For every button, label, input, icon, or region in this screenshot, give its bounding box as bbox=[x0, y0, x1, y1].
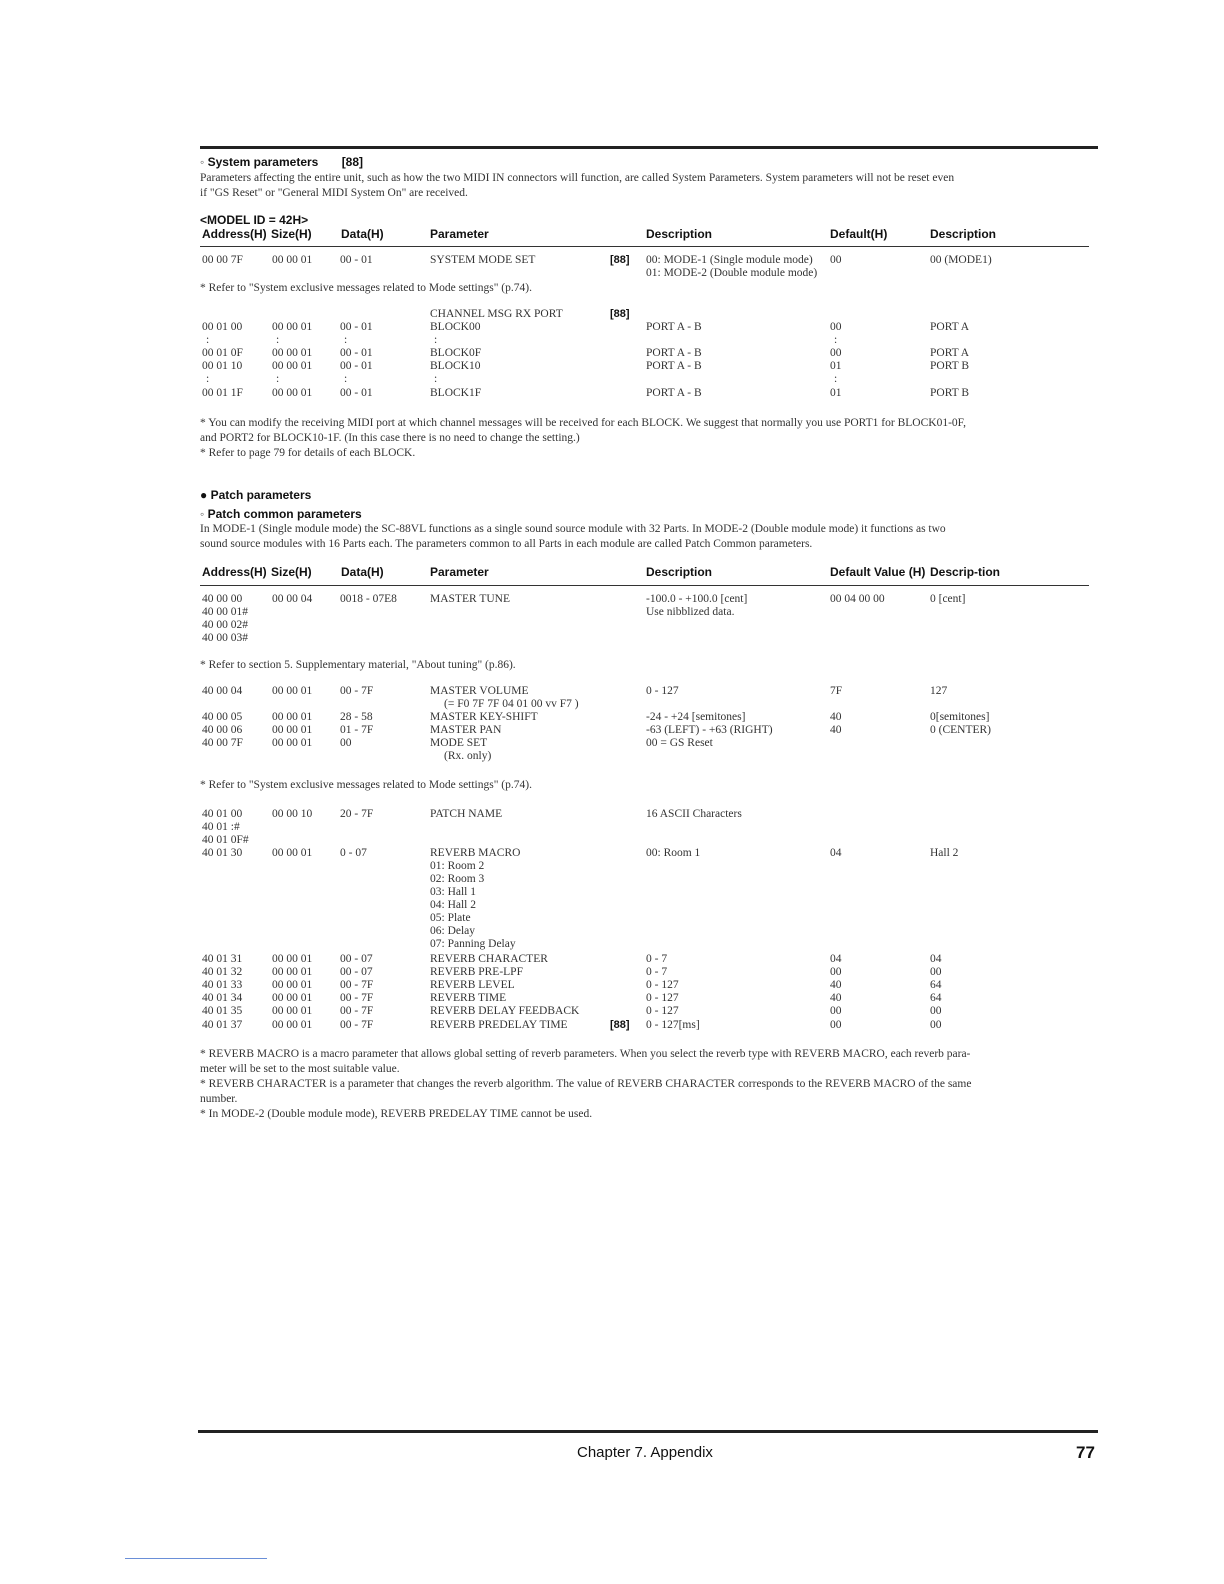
col-description-2: Descrip-tion bbox=[930, 565, 1001, 579]
top-rule bbox=[200, 146, 1098, 149]
col-data: Data(H) bbox=[341, 227, 384, 241]
col-parameter: Parameter bbox=[430, 227, 489, 241]
hollow-circle-icon: ◦ bbox=[200, 507, 205, 521]
model-id: <MODEL ID = 42H> bbox=[200, 213, 309, 227]
header-rule bbox=[200, 585, 1089, 586]
page-number: 77 bbox=[1076, 1443, 1095, 1462]
col-parameter: Parameter bbox=[430, 565, 489, 579]
model-tag: [88] bbox=[610, 308, 630, 320]
note: * Refer to section 5. Supplementary material, "About tuning" (p.86). bbox=[200, 659, 516, 671]
col-default: Default(H) bbox=[830, 227, 888, 241]
col-default-value: Default Value (H) bbox=[830, 565, 926, 579]
system-intro: Parameters affecting the entire unit, such as how the two MIDI IN connectors will function, are called System Parameters. System parameters will not be reset even if "GS Reset" or "General MIDI System On" are received. bbox=[200, 172, 955, 199]
filled-circle-icon: ● bbox=[200, 488, 208, 502]
model-tag: [88] bbox=[610, 1019, 630, 1031]
bottom-rule bbox=[198, 1430, 1098, 1433]
col-default-description: Description bbox=[930, 227, 997, 241]
link-underline bbox=[125, 1558, 267, 1559]
block-notes: * You can modify the receiving MIDI port at which channel messages will be received for each BLOCK. We suggest that normally you use PORT1 for BLOCK01-0F, and PORT2 for BLOCK10-1F. (In this case there is no need to change the setting.) * Refer to page 79 for details of each BLOCK. bbox=[200, 417, 966, 459]
col-address: Address(H) bbox=[202, 227, 267, 241]
note: * Refer to "System exclusive messages related to Mode settings" (p.74). bbox=[200, 779, 532, 791]
col-data: Data(H) bbox=[341, 565, 384, 579]
col-size: Size(H) bbox=[271, 565, 312, 579]
patch-common-heading: ◦ Patch common parameters bbox=[200, 507, 362, 521]
patch-parameters-heading: ● Patch parameters bbox=[200, 488, 312, 502]
note: * Refer to "System exclusive messages related to Mode settings" (p.74). bbox=[200, 282, 532, 294]
patch-intro: In MODE-1 (Single module mode) the SC-88VL functions as a single sound source module with 32 Parts. In MODE-2 (Double module mode) it functions as two sound source modules with 16 Parts each. The parameters common to all Parts in each module are called Patch Common parameters. bbox=[200, 523, 946, 550]
chapter-title: Chapter 7. Appendix bbox=[577, 1444, 713, 1461]
header-rule bbox=[200, 246, 1089, 247]
col-address: Address(H) bbox=[202, 565, 267, 579]
reverb-notes: * REVERB MACRO is a macro parameter that allows global setting of reverb parameters. When you select the reverb type with REVERB MACRO, each reverb para- meter will be set to the most suitable value. * REVERB CHARACTER is a parameter that changes the reverb algorithm. The value of REVERB CHARACTER corresponds to the REVERB MACRO of the same number. * In MODE-2 (Double module mode), REVERB PREDELAY TIME cannot be used. bbox=[200, 1048, 972, 1120]
col-size: Size(H) bbox=[271, 227, 312, 241]
hollow-circle-icon: ◦ bbox=[200, 155, 205, 169]
col-description: Description bbox=[646, 565, 713, 579]
model-tag: [88] bbox=[610, 254, 630, 266]
group-param: CHANNEL MSG RX PORT bbox=[430, 308, 563, 320]
col-description: Description bbox=[646, 227, 713, 241]
system-parameters-heading: ◦ System parameters [88] bbox=[200, 155, 364, 169]
